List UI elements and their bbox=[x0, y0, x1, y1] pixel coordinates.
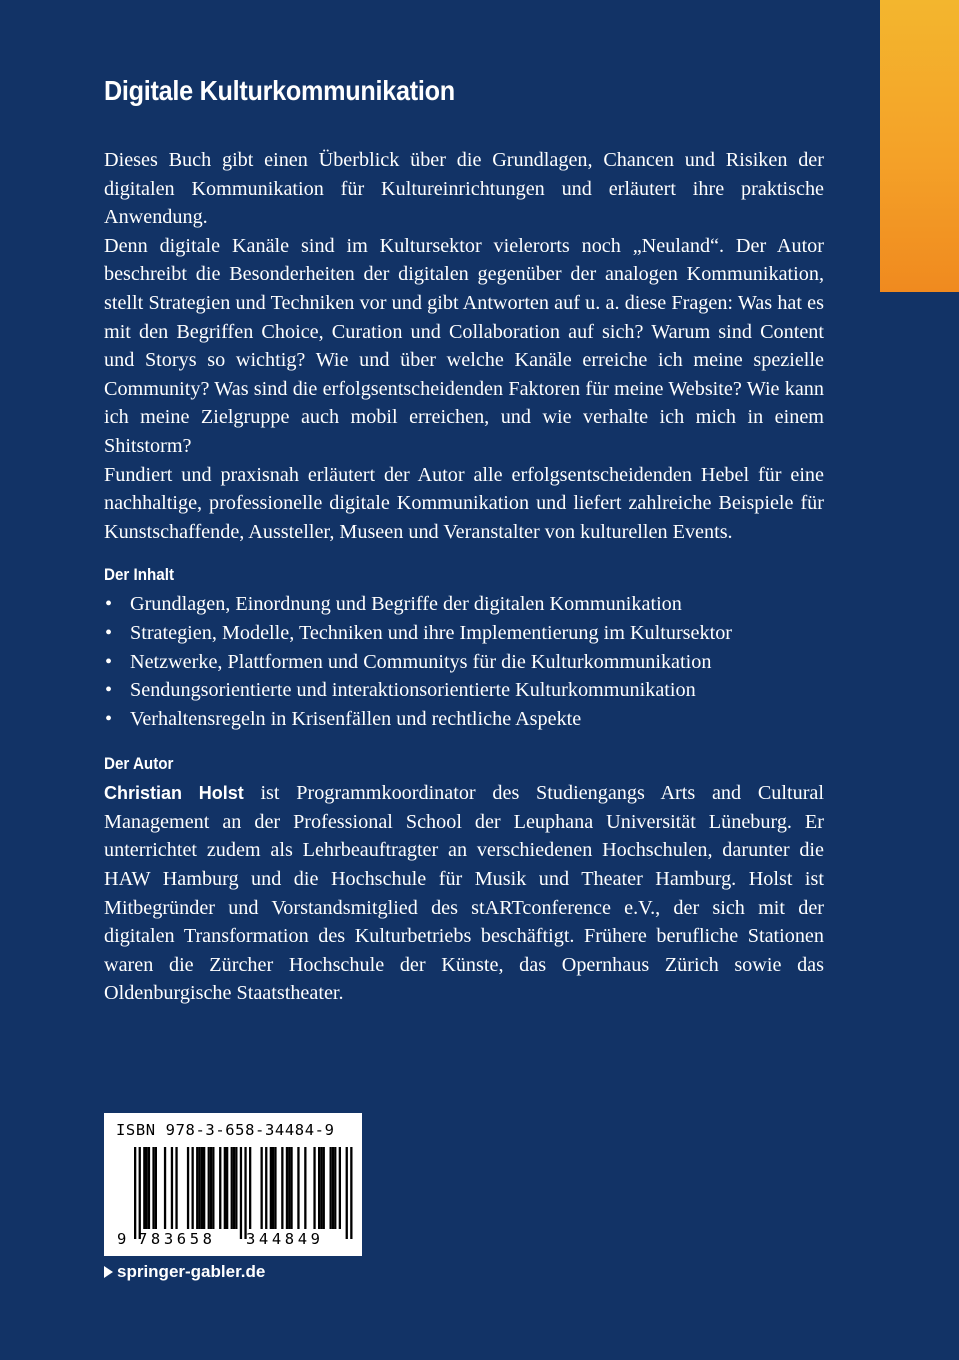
barcode-bar bbox=[288, 1147, 290, 1229]
barcode-bar bbox=[330, 1147, 332, 1229]
barcode-bar bbox=[265, 1147, 267, 1229]
barcode-bar bbox=[274, 1147, 276, 1229]
back-cover-text bbox=[104, 74, 824, 1008]
barcode-bar bbox=[226, 1147, 228, 1229]
bullet-icon: • bbox=[105, 650, 113, 673]
contents-heading: Der Inhalt bbox=[104, 566, 175, 585]
list-item bbox=[104, 590, 824, 619]
author-name: Christian Holst bbox=[104, 783, 244, 804]
barcode-bar bbox=[171, 1147, 173, 1229]
list-item bbox=[104, 676, 824, 705]
barcode-bar bbox=[175, 1147, 177, 1229]
barcode-bar bbox=[323, 1147, 325, 1229]
barcode-bar bbox=[297, 1147, 299, 1229]
list-item-text: Verhaltensregeln in Krisenfällen und rechtliche Aspekte bbox=[130, 707, 582, 730]
barcode-bar bbox=[235, 1147, 237, 1229]
list-item-text: Strategien, Modelle, Techniken und ihre Implementierung im Kultursektor bbox=[130, 621, 733, 644]
barcode-bar bbox=[219, 1147, 221, 1229]
barcode-bar bbox=[231, 1147, 233, 1229]
barcode-bar bbox=[139, 1147, 141, 1239]
barcode-bar bbox=[350, 1147, 352, 1239]
barcode-bar bbox=[233, 1147, 235, 1229]
barcode-bar bbox=[198, 1147, 200, 1229]
barcode-bar bbox=[304, 1147, 306, 1229]
barcode-bar bbox=[208, 1147, 210, 1229]
ean-left-group: 783658 bbox=[138, 1230, 216, 1248]
barcode-bar bbox=[148, 1147, 150, 1229]
barcode-bar bbox=[134, 1147, 136, 1239]
isbn-barcode bbox=[104, 1113, 362, 1256]
barcode-bar bbox=[201, 1147, 203, 1229]
barcode-bar bbox=[244, 1147, 246, 1239]
barcode-bar bbox=[261, 1147, 263, 1229]
barcode-bar bbox=[187, 1147, 189, 1229]
list-item bbox=[104, 619, 824, 648]
list-item bbox=[104, 705, 824, 734]
barcode-bar bbox=[224, 1147, 226, 1229]
bullet-icon: • bbox=[105, 679, 113, 702]
author-heading: Der Autor bbox=[104, 755, 174, 774]
ean-first-digit: 9 bbox=[117, 1230, 127, 1248]
list-item-text: Grundlagen, Einordnung und Begriffe der digitalen Kommunikation bbox=[130, 593, 682, 616]
author-bio bbox=[104, 779, 824, 1008]
barcode-bar bbox=[339, 1147, 341, 1229]
barcode-bar bbox=[346, 1147, 348, 1239]
contents-list bbox=[104, 590, 824, 733]
barcode-bar bbox=[240, 1147, 242, 1239]
barcode-bar bbox=[318, 1147, 320, 1229]
intro-paragraph-2: Denn digitale Kanäle sind im Kultursektor vielerorts noch „Neuland“. Der Autor beschreibt die Besonderheiten der digitalen gegenüber der analogen Kommunikation, stellt Strategien und Techniken vor und gibt Antworten auf u. a. diese Fragen: Was hat es mit den Begriffen Choice, Curation und Collaboration auf sich? Warum sind Content und Storys so wichtig? Wie und über welche Kanäle erreiche ich meine spezielle Community? Was sind die erfolgsentscheidenden Faktoren für meine Website? Wie kann ich meine Zielgruppe auch mobil erreichen, und wie verhalte ich mich in einem Shitstorm? bbox=[104, 234, 824, 457]
barcode-bar bbox=[146, 1147, 148, 1229]
orange-accent-strip bbox=[880, 0, 959, 292]
barcode-bar bbox=[192, 1147, 194, 1229]
publisher-url: springer-gabler.de bbox=[117, 1262, 266, 1281]
intro-paragraph-1: Dieses Buch gibt einen Überblick über die Grundlagen, Chancen und Risiken der digitalen Kommunikation für Kultureinrichtungen und erläutert ihre praktische Anwendung. bbox=[104, 149, 824, 229]
barcode-bar bbox=[270, 1147, 272, 1229]
author-bio-text: ist Programmkoordinator des Studiengangs Arts and Cultural Management an der Professional School der Leuphana Universität Lüneburg. Er unterrichtet zudem als Lehrbeauftragter an verschiedenen Hochschulen, darunter die HAW Hamburg und die Hochschule für Musik und Theater Hamburg. Holst ist Mitbegründer und Vorstandsmitglied des stARTconference e.V., der sich mit der digitalen Transformation des Kulturbetriebs beschäftigt. Frühere berufliche Stationen waren die Zürcher Hochschule der Künste, das Opernhaus Zürich sowie das Oldenburgische Staatstheater. bbox=[104, 782, 824, 1005]
barcode-bar bbox=[272, 1147, 274, 1229]
book-title: Digitale Kulturkommunikation bbox=[104, 75, 455, 106]
barcode-bar bbox=[332, 1147, 334, 1229]
isbn-label: ISBN 978-3-658-34484-9 bbox=[116, 1121, 335, 1139]
publisher-link[interactable] bbox=[104, 1262, 265, 1282]
bullet-icon: • bbox=[105, 707, 113, 730]
arrow-right-icon bbox=[104, 1266, 113, 1278]
barcode-bar bbox=[196, 1147, 198, 1229]
bullet-icon: • bbox=[105, 621, 113, 644]
barcode-bar bbox=[155, 1147, 157, 1229]
barcode-bar bbox=[143, 1147, 145, 1229]
barcode-bar bbox=[320, 1147, 322, 1229]
list-item bbox=[104, 648, 824, 677]
barcode-bar bbox=[334, 1147, 336, 1229]
barcode-bar bbox=[212, 1147, 214, 1229]
barcode-bar bbox=[210, 1147, 212, 1229]
barcode-bar bbox=[281, 1147, 283, 1229]
barcode-bar bbox=[164, 1147, 166, 1229]
barcode-bar bbox=[290, 1147, 292, 1229]
barcode-bar bbox=[313, 1147, 315, 1229]
list-item-text: Netzwerke, Plattformen und Communitys für die Kulturkommunikation bbox=[130, 650, 712, 673]
list-item-text: Sendungsorientierte und interaktionsorientierte Kulturkommunikation bbox=[130, 679, 696, 702]
ean-right-group: 344849 bbox=[246, 1230, 324, 1248]
barcode-bar bbox=[203, 1147, 205, 1229]
barcode-bar bbox=[286, 1147, 288, 1229]
bullet-icon: • bbox=[105, 593, 113, 616]
barcode-bar bbox=[249, 1147, 251, 1229]
barcode-bar bbox=[152, 1147, 154, 1229]
intro-paragraph-3: Fundiert und praxisnah erläutert der Autor alle erfolgsentscheidenden Hebel für eine nachhaltige, professionelle digitale Kommunikation und liefert zahlreiche Beispiele für Kunstschaffende, Aussteller, Museen und Veranstalter von kulturellen Events. bbox=[104, 463, 824, 543]
